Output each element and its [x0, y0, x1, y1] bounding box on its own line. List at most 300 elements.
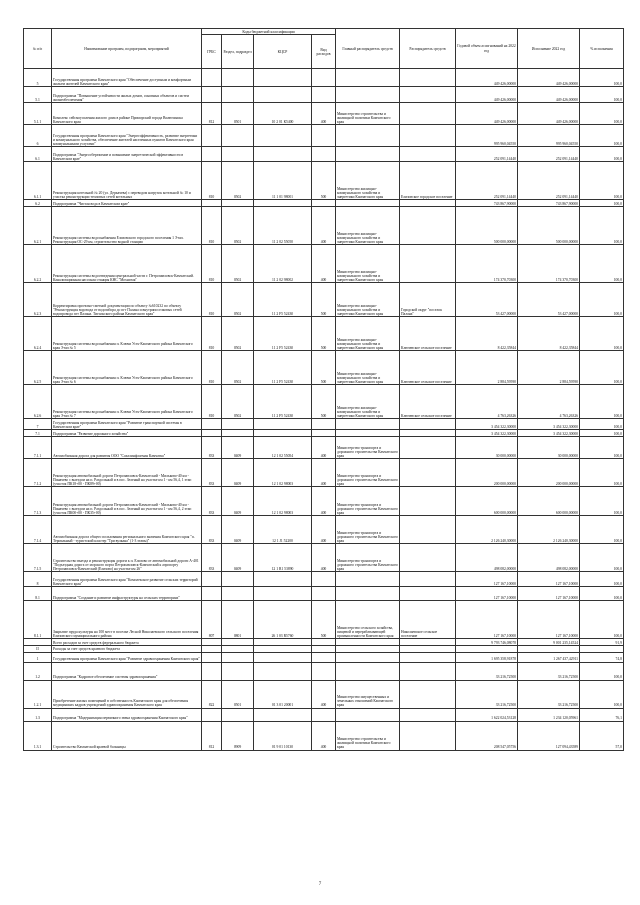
cell-num: 5.1 — [24, 87, 52, 103]
cell-annual-volume: 995 960,04550 — [456, 125, 518, 147]
cell-execution: 127 167,10000 — [518, 601, 580, 639]
cell-section: 0501 — [222, 680, 254, 708]
cell-manager: Ключевское сельское поселение — [400, 385, 456, 419]
cell-section: 0409 — [222, 487, 254, 516]
cell-name: Автомобильная дорога для развития ООО "Сахалинфлагман Камчатка" — [52, 437, 202, 459]
cell-manager — [400, 572, 456, 587]
cell-execution: 8 422,35844 — [518, 317, 580, 351]
cell-annual-volume: 449 426,00000 — [456, 69, 518, 87]
col-grbs: ГРБС — [202, 35, 222, 69]
cell-annual-volume: 449 426,00000 — [456, 103, 518, 125]
cell-section — [222, 125, 254, 147]
cell-main-manager — [336, 430, 400, 437]
cell-num: 6.2.4 — [24, 317, 52, 351]
cell-manager — [400, 245, 456, 283]
cell-main-manager — [336, 147, 400, 162]
cell-section: 0502 — [222, 207, 254, 245]
table-row — [24, 437, 624, 459]
col-kcsr: КЦСР — [254, 35, 312, 69]
cell-name: Реконструкция системы водоснабжения Елизовского городского поселения 1 Этап. Реконструкция ОС-29 км, строительство водной станции — [52, 207, 202, 245]
col-section: Раздел, подраздел — [222, 35, 254, 69]
cell-expense-type — [312, 419, 336, 430]
cell-name: Государственная программа Камчатского края "Энергоэффективность, развитие энергетики и коммунального хозяйства, обеспечение жителей населенных пунктов Камчатского края коммунальными услугами" — [52, 125, 202, 147]
cell-annual-volume: 498 082,00000 — [456, 544, 518, 572]
cell-name: Подпрограмма "Модернизация первичного звена здравоохранения Камчатского края" — [52, 708, 202, 721]
cell-annual-volume: 127 167,10000 — [456, 587, 518, 601]
cell-kcsr: 11 2 02 55050 — [254, 207, 312, 245]
cell-kcsr — [254, 662, 312, 680]
cell-expense-type — [312, 708, 336, 721]
cell-percent: 100,0 — [580, 207, 624, 245]
cell-grbs: 833 — [202, 544, 222, 572]
cell-manager — [400, 516, 456, 544]
cell-expense-type: 400 — [312, 103, 336, 125]
cell-annual-volume: 33 216,72500 — [456, 662, 518, 680]
cell-num: 1.2 — [24, 662, 52, 680]
cell-num: 1.2.1 — [24, 680, 52, 708]
cell-expense-type — [312, 572, 336, 587]
cell-grbs: 807 — [202, 601, 222, 639]
cell-name: Всего расходов за счет средств федерального бюджета — [52, 639, 202, 646]
cell-execution: 30 000,00000 — [518, 437, 580, 459]
cell-grbs — [202, 200, 222, 207]
cell-kcsr — [254, 419, 312, 430]
cell-grbs — [202, 419, 222, 430]
cell-section — [222, 662, 254, 680]
cell-name: Реконструкция системы водоснабжения п. Ключи Усть-Камчатского района Камчатского края Этап № 6 — [52, 351, 202, 385]
cell-execution: 3 454 322,30000 — [518, 419, 580, 430]
cell-expense-type: 500 — [312, 351, 336, 385]
cell-percent: 100,0 — [580, 601, 624, 639]
cell-section: 0502 — [222, 245, 254, 283]
cell-kcsr — [254, 69, 312, 87]
cell-grbs: 810 — [202, 162, 222, 200]
cell-expense-type — [312, 125, 336, 147]
cell-manager: Елизовское городское поселение — [400, 162, 456, 200]
cell-kcsr: 11 2 02 98002 — [254, 245, 312, 283]
cell-expense-type: 400 — [312, 516, 336, 544]
cell-section — [222, 639, 254, 646]
cell-name: Реконструкция автомобильной дороги Петропавловск-Камчатский - Мильково-40 км - Пиначево с выездом на п. Раздольный и в пос. Зеленый на участке км 1 - км 56,4, 1 этап (участок ПК18+00 - ПК89+00) — [52, 459, 202, 487]
cell-num: 7.1.5 — [24, 544, 52, 572]
cell-section — [222, 587, 254, 601]
cell-name: Подпрограмма "Энергосбережение и повышение энергетической эффективности в Камчатском крае" — [52, 147, 202, 162]
cell-num: 5 — [24, 69, 52, 87]
cell-name: Реконструкция котельной № 20 (ул. Деркачева) с переводом нагрузок котельной № 10 и участка реконструкции тепловых сетей котельных — [52, 162, 202, 200]
cell-execution: 174 370,70300 — [518, 245, 580, 283]
cell-grbs — [202, 69, 222, 87]
cell-grbs: 812 — [202, 103, 222, 125]
cell-main-manager: Министерство жилищно-коммунального хозяйства и энергетики Камчатского края — [336, 351, 400, 385]
cell-num — [24, 639, 52, 646]
cell-name: Строительство Камчатской краевой больницы — [52, 721, 202, 750]
cell-manager — [400, 708, 456, 721]
cell-kcsr: 12 1 02 98003 — [254, 487, 312, 516]
cell-manager: Городской округ "поселок Палана" — [400, 283, 456, 317]
cell-num: 6 — [24, 125, 52, 147]
cell-kcsr: 10 2 01 К5400 — [254, 103, 312, 125]
cell-annual-volume: 9 793 746,08078 — [456, 639, 518, 646]
cell-section — [222, 419, 254, 430]
table-row — [24, 87, 624, 103]
cell-section — [222, 87, 254, 103]
cell-percent: 100,0 — [580, 516, 624, 544]
table-body — [24, 69, 624, 750]
cell-execution: 449 426,00000 — [518, 103, 580, 125]
cell-main-manager: Министерство жилищно-коммунального хозяйства и энергетики Камчатского края — [336, 317, 400, 351]
cell-section — [222, 652, 254, 662]
cell-kcsr — [254, 147, 312, 162]
cell-main-manager — [336, 87, 400, 103]
cell-execution: 1 267 437,42911 — [518, 652, 580, 662]
cell-section: 0409 — [222, 437, 254, 459]
cell-name: Реконструкция системы водоснабжения п. Ключи Усть-Камчатского района Камчатского края Этап № 7 — [52, 385, 202, 419]
cell-annual-volume: 127 167,10000 — [456, 601, 518, 639]
cell-section — [222, 147, 254, 162]
cell-grbs — [202, 639, 222, 646]
cell-name: Государственная программа Камчатского края "Обеспечение доступным и комфортным жильем жителей Камчатского края" — [52, 69, 202, 87]
cell-annual-volume: 743 867,90000 — [456, 200, 518, 207]
cell-expense-type: 500 — [312, 601, 336, 639]
col-annual-volume: Годовой объем ассигнований на 2022 год — [456, 29, 518, 69]
cell-percent: 100,0 — [580, 147, 624, 162]
table-row — [24, 572, 624, 587]
cell-name: Подпрограмма "Чистая вода в Камчатском крае" — [52, 200, 202, 207]
cell-expense-type — [312, 430, 336, 437]
cell-expense-type: 400 — [312, 245, 336, 283]
cell-section: 0502 — [222, 317, 254, 351]
cell-num: 7.1.2 — [24, 459, 52, 487]
cell-main-manager — [336, 125, 400, 147]
cell-manager — [400, 437, 456, 459]
cell-kcsr: 12 1 J1 52200 — [254, 516, 312, 544]
cell-expense-type — [312, 652, 336, 662]
cell-annual-volume: 2 884,59590 — [456, 351, 518, 385]
cell-section: 0502 — [222, 162, 254, 200]
cell-name: Подпрограмма "Кадровое обеспечение системы здравоохранения" — [52, 662, 202, 680]
col-num: № п/п — [24, 29, 52, 69]
cell-execution: 2 884,59590 — [518, 351, 580, 385]
cell-main-manager: Министерство транспорта и дорожного строительства Камчатского края — [336, 459, 400, 487]
cell-grbs — [202, 125, 222, 147]
cell-grbs: 833 — [202, 459, 222, 487]
cell-name: Реконструкция системы водоснабжения п. Ключи Усть-Камчатского района Камчатского края Этап № 5 — [52, 317, 202, 351]
table-row — [24, 544, 624, 572]
cell-grbs — [202, 87, 222, 103]
cell-execution: 2 126 240,30000 — [518, 516, 580, 544]
cell-percent: 100,0 — [580, 385, 624, 419]
cell-kcsr: 11 2 F5 52430 — [254, 351, 312, 385]
cell-main-manager: Министерство жилищно-коммунального хозяйства и энергетики Камчатского края — [336, 245, 400, 283]
cell-section: 0801 — [222, 601, 254, 639]
cell-kcsr: 12 1 R1 53890 — [254, 544, 312, 572]
table-row — [24, 245, 624, 283]
cell-section — [222, 572, 254, 587]
cell-execution: 53 427,00000 — [518, 283, 580, 317]
cell-grbs: 810 — [202, 351, 222, 385]
cell-section — [222, 200, 254, 207]
cell-main-manager — [336, 69, 400, 87]
cell-expense-type — [312, 662, 336, 680]
cell-expense-type: 500 — [312, 283, 336, 317]
cell-name: Реконструкция системы водоотведения центральной части г. Петропавловск-Камчатский. Канализационная насосная станция КНС "Мохнатая" — [52, 245, 202, 283]
cell-main-manager — [336, 652, 400, 662]
cell-percent: 100,0 — [580, 87, 624, 103]
cell-name: Реконструкция автомобильной дороги Петропавловск-Камчатский - Мильково-40 км - Пиначево с выездом на п. Раздольный и в пос. Зеленый на участке км 1 - км 56,4, 2 этап (участок ПК00+00 - ПК35+00) — [52, 487, 202, 516]
cell-execution: 4 763,26326 — [518, 385, 580, 419]
cell-num: 8 — [24, 572, 52, 587]
col-name: Наименование программ, подпрограмм, мероприятий — [52, 29, 202, 69]
cell-main-manager — [336, 708, 400, 721]
cell-kcsr — [254, 639, 312, 646]
cell-percent: 100,0 — [580, 162, 624, 200]
cell-section: 0502 — [222, 283, 254, 317]
table-row — [24, 516, 624, 544]
cell-num: 6.2 — [24, 200, 52, 207]
cell-percent: 100,0 — [580, 680, 624, 708]
cell-section: 0501 — [222, 103, 254, 125]
cell-kcsr: 11 1 01 98001 — [254, 162, 312, 200]
cell-main-manager — [336, 639, 400, 646]
cell-grbs: 812 — [202, 721, 222, 750]
cell-percent: 91,9 — [580, 639, 624, 646]
cell-percent: 100,0 — [580, 419, 624, 430]
cell-kcsr: 26 1 03 R5760 — [254, 601, 312, 639]
cell-main-manager — [336, 200, 400, 207]
budget-table — [23, 28, 624, 751]
cell-kcsr: 01 3 01 20001 — [254, 680, 312, 708]
cell-num: 6.2.2 — [24, 245, 52, 283]
cell-execution: 252 091,14440 — [518, 162, 580, 200]
cell-num: 7.1 — [24, 430, 52, 437]
cell-grbs — [202, 587, 222, 601]
cell-name: Автомобильная дорога общего пользования регионального значения Камчатского края "п. Термальный - туристский кластер "Три вулкана" (1-3 этапы)" — [52, 516, 202, 544]
budget-codes-group: Коды бюджетной классификации — [202, 29, 336, 35]
cell-name: Подпрограмма "Развитие дорожного хозяйства" — [52, 430, 202, 437]
cell-percent: 100,0 — [580, 283, 624, 317]
cell-num: 7 — [24, 419, 52, 430]
cell-annual-volume: 53 427,00000 — [456, 283, 518, 317]
cell-percent: 100,0 — [580, 572, 624, 587]
cell-expense-type: 400 — [312, 437, 336, 459]
cell-expense-type: 500 — [312, 162, 336, 200]
cell-manager: Ключевское сельское поселение — [400, 351, 456, 385]
cell-execution: 127 094,43589 — [518, 721, 580, 750]
cell-grbs: 810 — [202, 385, 222, 419]
cell-manager — [400, 147, 456, 162]
cell-main-manager — [336, 572, 400, 587]
cell-annual-volume: 3 454 322,30000 — [456, 430, 518, 437]
cell-annual-volume: 8 422,35844 — [456, 317, 518, 351]
cell-main-manager: Министерство жилищно-коммунального хозяйства и энергетики Камчатского края — [336, 283, 400, 317]
cell-manager — [400, 544, 456, 572]
cell-grbs: 810 — [202, 283, 222, 317]
cell-execution: 500 000,00000 — [518, 207, 580, 245]
cell-name: Государственная программа Камчатского края "Комплексное развитие сельских территорий Камчатского края" — [52, 572, 202, 587]
cell-num: 6.2.5 — [24, 351, 52, 385]
cell-manager — [400, 680, 456, 708]
cell-percent: 74,8 — [580, 652, 624, 662]
cell-num: 1 — [24, 652, 52, 662]
cell-execution: 252 091,14440 — [518, 147, 580, 162]
cell-num: 7.1.4 — [24, 516, 52, 544]
cell-annual-volume: 208 547,05756 — [456, 721, 518, 750]
cell-section — [222, 708, 254, 721]
table-row — [24, 601, 624, 639]
cell-annual-volume: 4 763,26326 — [456, 385, 518, 419]
cell-expense-type: 400 — [312, 207, 336, 245]
cell-num: 1.3 — [24, 708, 52, 721]
cell-execution: 449 426,00000 — [518, 87, 580, 103]
cell-grbs — [202, 147, 222, 162]
cell-main-manager — [336, 662, 400, 680]
cell-manager — [400, 662, 456, 680]
cell-expense-type: 400 — [312, 487, 336, 516]
cell-grbs: 833 — [202, 487, 222, 516]
table-row — [24, 125, 624, 147]
cell-manager — [400, 721, 456, 750]
cell-percent: 100,0 — [580, 245, 624, 283]
cell-kcsr — [254, 87, 312, 103]
cell-kcsr — [254, 652, 312, 662]
cell-num: II — [24, 646, 52, 652]
cell-section — [222, 69, 254, 87]
cell-kcsr: 11 2 F5 52430 — [254, 317, 312, 351]
cell-annual-volume: 1 695 358,91878 — [456, 652, 518, 662]
cell-annual-volume: 252 091,14440 — [456, 162, 518, 200]
table-row — [24, 283, 624, 317]
cell-grbs: 833 — [202, 516, 222, 544]
cell-expense-type: 500 — [312, 385, 336, 419]
cell-expense-type: 400 — [312, 544, 336, 572]
col-percent: % исполнения — [580, 29, 624, 69]
table-row — [24, 430, 624, 437]
cell-main-manager: Министерство транспорта и дорожного строительства Камчатского края — [336, 516, 400, 544]
table-row — [24, 69, 624, 87]
table-row — [24, 721, 624, 750]
table-row — [24, 207, 624, 245]
cell-execution: 9 001 235,14524 — [518, 639, 580, 646]
table-row — [24, 662, 624, 680]
cell-manager — [400, 419, 456, 430]
cell-name: Государственная программа Камчатского края "Развитие транспортной системы в Камчатском крае" — [52, 419, 202, 430]
cell-name: Подпрограмма "Повышение устойчивости жилых домов, основных объектов и систем жизнеобеспечения" — [52, 87, 202, 103]
cell-name: Расходы за счет средств краевого бюджета — [52, 646, 202, 652]
cell-grbs — [202, 662, 222, 680]
cell-name: Строительство выезда и реконструкция дороги к п. Елизово от автомобильной дороги А-401 "Подъездная дорога от морского порта Петропавловск-Камчатский к аэропорту Петропавловск-Камчатский (Елизово) на участке км 26" — [52, 544, 202, 572]
cell-percent: 100,0 — [580, 317, 624, 351]
cell-manager — [400, 207, 456, 245]
cell-execution: 449 426,00000 — [518, 69, 580, 87]
cell-manager — [400, 459, 456, 487]
cell-kcsr — [254, 430, 312, 437]
cell-num: 6.2.1 — [24, 207, 52, 245]
cell-manager — [400, 125, 456, 147]
cell-annual-volume: 200 000,00000 — [456, 459, 518, 487]
cell-main-manager: Министерство имущественных и земельных отношений Камчатского края — [336, 680, 400, 708]
cell-execution: 127 167,10000 — [518, 572, 580, 587]
cell-manager — [400, 87, 456, 103]
cell-kcsr: 11 2 F5 52430 — [254, 283, 312, 317]
table-row — [24, 103, 624, 125]
budget-report-sheet — [23, 28, 623, 751]
cell-percent: 57,0 — [580, 721, 624, 750]
cell-num: 6.2.3 — [24, 283, 52, 317]
cell-num: 8.1.1 — [24, 601, 52, 639]
cell-name: Корректировка проектно-сметной документации по объекту №610232 по объекту "Реконструкция водовода от водозабора до пгт Палана и внутрипоселковых сетей водопровода пгт Палана. Тигильского района Камчатского края" — [52, 283, 202, 317]
cell-manager — [400, 587, 456, 601]
cell-percent: 76,1 — [580, 708, 624, 721]
cell-expense-type — [312, 200, 336, 207]
cell-kcsr: 11 2 F5 52430 — [254, 385, 312, 419]
cell-expense-type — [312, 69, 336, 87]
cell-grbs — [202, 572, 222, 587]
col-manager: Распорядитель средств — [400, 29, 456, 69]
cell-expense-type — [312, 87, 336, 103]
cell-execution: 1 234 120,05961 — [518, 708, 580, 721]
cell-main-manager: Министерство строительства и жилищной политики Камчатского края — [336, 103, 400, 125]
cell-main-manager: Министерство жилищно-коммунального хозяйства и энергетики Камчатского края — [336, 207, 400, 245]
cell-annual-volume: 33 216,72500 — [456, 680, 518, 708]
table-header — [24, 29, 624, 69]
cell-percent: 100,0 — [580, 587, 624, 601]
table-row — [24, 317, 624, 351]
cell-annual-volume: 500 000,00000 — [456, 207, 518, 245]
cell-grbs: 810 — [202, 245, 222, 283]
cell-num: 6.1 — [24, 147, 52, 162]
table-row — [24, 200, 624, 207]
cell-kcsr — [254, 200, 312, 207]
cell-num: 6.2.6 — [24, 385, 52, 419]
cell-expense-type: 400 — [312, 459, 336, 487]
cell-annual-volume: 252 091,14440 — [456, 147, 518, 162]
cell-num: 5.1.1 — [24, 103, 52, 125]
cell-expense-type — [312, 639, 336, 646]
col-main-manager: Главный распорядитель средств — [336, 29, 400, 69]
table-row — [24, 385, 624, 419]
cell-percent: 100,0 — [580, 125, 624, 147]
cell-execution: 743 867,90000 — [518, 200, 580, 207]
cell-percent: 100,0 — [580, 459, 624, 487]
cell-main-manager — [336, 587, 400, 601]
cell-execution: 995 960,04550 — [518, 125, 580, 147]
cell-section: 0409 — [222, 544, 254, 572]
cell-kcsr — [254, 125, 312, 147]
cell-percent: 100,0 — [580, 437, 624, 459]
table-row — [24, 587, 624, 601]
cell-execution: 498 082,00000 — [518, 544, 580, 572]
cell-main-manager: Министерство транспорта и дорожного строительства Камчатского края — [336, 487, 400, 516]
cell-num: 8.1 — [24, 587, 52, 601]
table-row — [24, 680, 624, 708]
cell-manager — [400, 103, 456, 125]
cell-kcsr — [254, 587, 312, 601]
cell-expense-type: 400 — [312, 680, 336, 708]
cell-manager: Ключевское сельское поселение — [400, 317, 456, 351]
cell-num: 6.1.1 — [24, 162, 52, 200]
cell-grbs: 833 — [202, 437, 222, 459]
cell-execution: 600 000,00000 — [518, 487, 580, 516]
cell-manager — [400, 652, 456, 662]
cell-manager — [400, 69, 456, 87]
table-row — [24, 162, 624, 200]
page-number: 7 — [318, 882, 322, 887]
cell-expense-type — [312, 587, 336, 601]
cell-percent: 100,0 — [580, 351, 624, 385]
cell-annual-volume: 174 370,70300 — [456, 245, 518, 283]
cell-percent: 100,0 — [580, 487, 624, 516]
cell-grbs: 810 — [202, 317, 222, 351]
